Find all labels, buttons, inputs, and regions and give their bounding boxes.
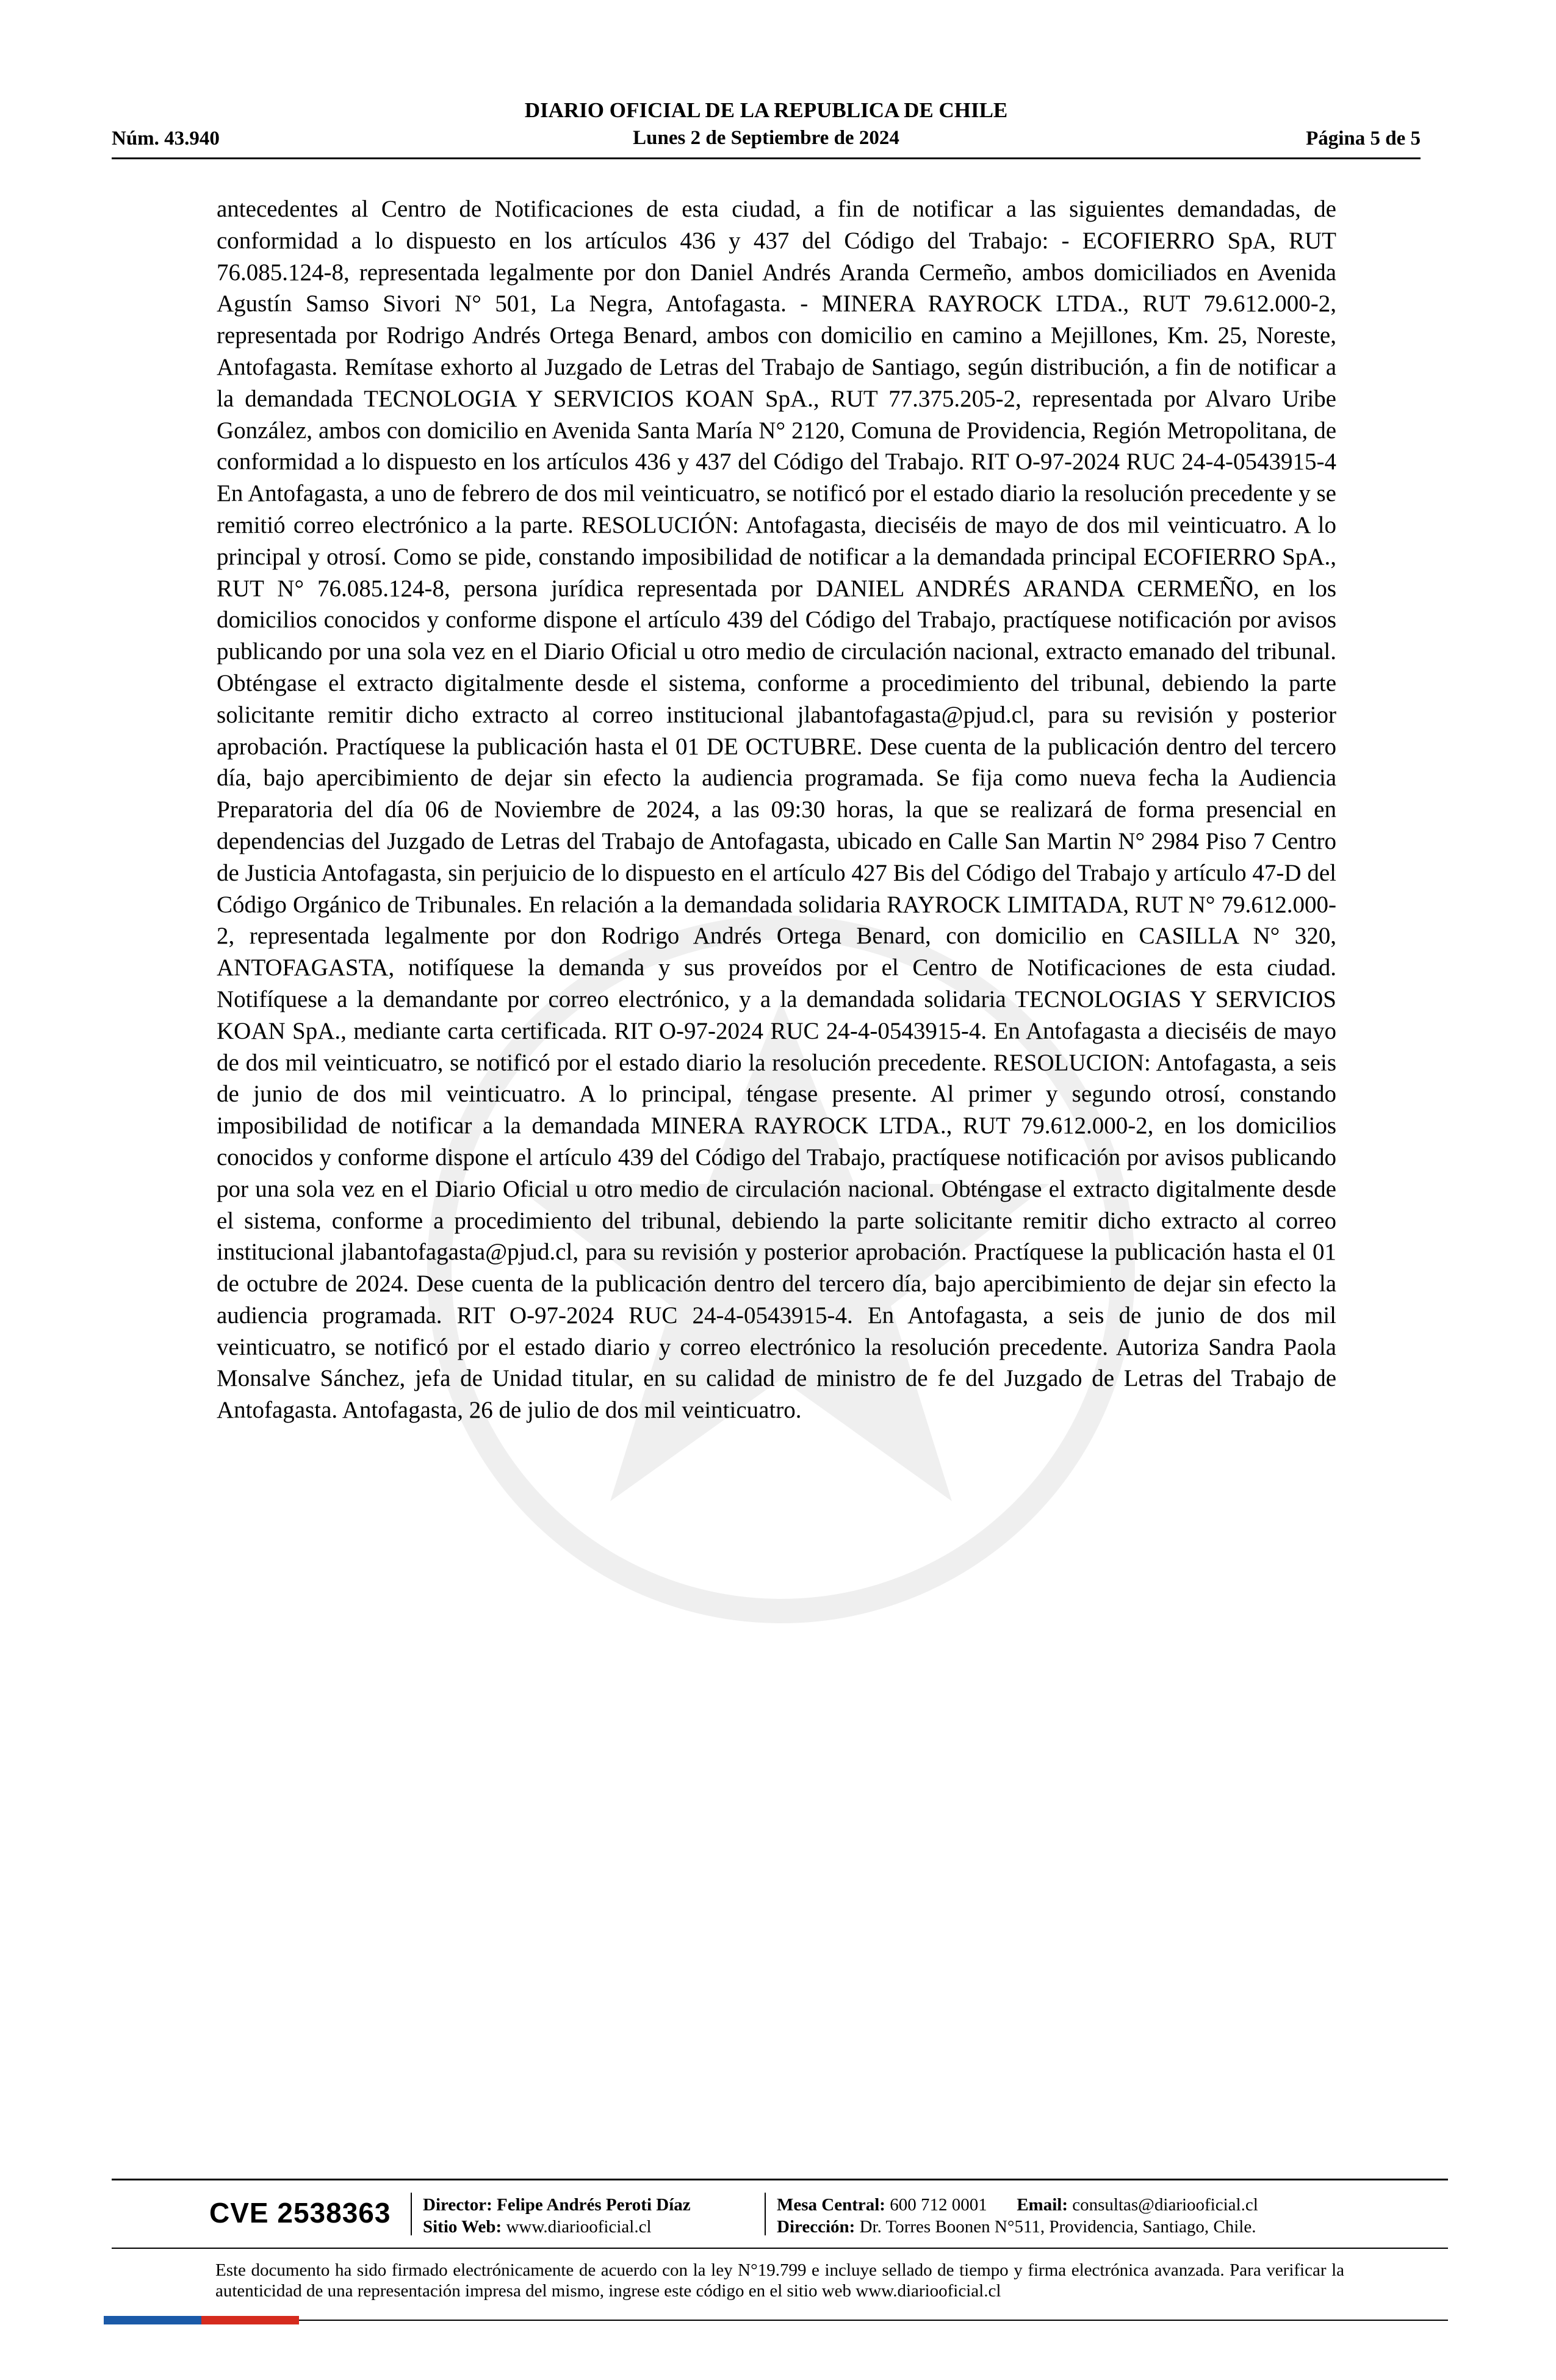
notice-body: antecedentes al Centro de Notificaciones de esta ciudad, a fin de notificar a las siguientes demandadas, de conformidad a lo dispuesto en los artículos 436 y 437 del Código del Trabajo: - ECOFIERRO SpA, RUT 76.085.124-8, representada legalmente por don Daniel Andrés Aranda Cermeño, ambos domiciliados en Avenida Agustín Samso Sivori N° 501, La Negra, Antofagasta. - MINERA RAYROCK LTDA., RUT 79.612.000-2, representada por Rodrigo Andrés Ortega Benard, ambos con domicilio en camino a Mejillones, Km. 25, Noreste, Antofagasta. Remítase exhorto al Juzgado de Letras del Trabajo de Santiago, según distribución, a fin de notificar a la demandada TECNOLOGIA Y SERVICIOS KOAN SpA., RUT 77.375.205-2, representada por Alvaro Uribe González, ambos con domicilio en Avenida Santa María N° 2120, Comuna de Providencia, Región Metropolitana, de conformidad a lo dispuesto en los artículos 436 y 437 del Código del Trabajo. RIT O-97-2024 RUC 24-4-0543915-4 En Antofagasta, a uno de febrero de dos mil veinticuatro, se notificó por el estado diario la resolución precedente y se remitió correo electrónico a la parte. RESOLUCIÓN: Antofagasta, dieciséis de mayo de dos mil veinticuatro. A lo principal y otrosí. Como se pide, constando imposibilidad de notificar a la demandada principal ECOFIERRO SpA., RUT N° 76.085.124-8, persona jurídica representada por DANIEL ANDRÉS ARANDA CERMEÑO, en los domicilios conocidos y conforme dispone el artículo 439 del Código del Trabajo, practíquese notificación por avisos publicando por una sola vez en el Diario Oficial u otro medio de circulación nacional, extracto emanado del tribunal. Obténgase el extracto digitalmente desde el sistema, conforme a procedimiento del tribunal, debiendo la parte solicitante remitir dicho extracto al correo institucional jlabantofagasta@pjud.cl, para su revisión y posterior aprobación. Practíquese la publicación hasta el 01 DE OCTUBRE. Dese cuenta de la publicación dentro del tercero día, bajo apercibimiento de dejar sin efecto la audiencia programada. Se fija como nueva fecha la Audiencia Preparatoria del día 06 de Noviembre de 2024, a las 09:30 horas, la que se realizará de forma presencial en dependencias del Juzgado de Letras del Trabajo de Antofagasta, ubicado en Calle San Martin N° 2984 Piso 7 Centro de Justicia Antofagasta, sin perjuicio de lo dispuesto en el artículo 427 Bis del Código del Trabajo y artículo 47-D del Código Orgánico de Tribunales. En relación a la demandada solidaria RAYROCK LIMITADA, RUT N° 79.612.000-2, representada legalmente por don Rodrigo Andrés Ortega Benard, con domicilio en CASILLA N° 320, ANTOFAGASTA, notifíquese la demanda y sus proveídos por el Centro de Notificaciones de esta ciudad. Notifíquese a la demandante por correo electrónico, y a la demandada solidaria TECNOLOGIAS Y SERVICIOS KOAN SpA., mediante carta certificada. RIT O-97-2024 RUC 24-4-0543915-4. En Antofagasta a dieciséis de mayo de dos mil veinticuatro, se notificó por el estado diario la resolución precedente. RESOLUCION: Antofagasta, a seis de junio de dos mil veinticuatro. A lo principal, téngase presente. Al primer y segundo otrosí, constando imposibilidad de notificar a la demandada MINERA RAYROCK LTDA., RUT 79.612.000-2, en los domicilios conocidos y conforme dispone el artículo 439 del Código del Trabajo, practíquese notificación por avisos publicando por una sola vez en el Diario Oficial u otro medio de circulación nacional. Obténgase el extracto digitalmente desde el sistema, conforme a procedimiento del tribunal, debiendo la parte solicitante remitir dicho extracto al correo institucional jlabantofagasta@pjud.cl, para su revisión y posterior aprobación. Practíquese la publicación hasta el 01 de octubre de 2024. Dese cuenta de la publicación dentro del tercero día, bajo apercibimiento de dejar sin efecto la audiencia programada. RIT O-97-2024 RUC 24-4-0543915-4. En Antofagasta, a seis de junio de dos mil veinticuatro, se notificó por el estado diario y correo electrónico la resolución precedente. Autoriza Sandra Paola Monsalve Sánchez, jefa de Unidad titular, en su calidad de ministro de fe del Juzgado de Letras del Trabajo de Antofagasta. Antofagasta, 26 de julio de dos mil veinticuatro. xyxy=(217,196,1336,1424)
address-value: Dr. Torres Boonen N°511, Providencia, Santiago, Chile. xyxy=(859,2217,1256,2237)
publication-title: DIARIO OFICIAL DE LA REPUBLICA DE CHILE xyxy=(524,98,1008,122)
mesa-phone: 600 712 0001 xyxy=(890,2195,987,2215)
flag-stripe xyxy=(104,2316,299,2324)
website-label: Sitio Web: xyxy=(423,2217,502,2237)
footer-divider xyxy=(112,2248,1448,2249)
issue-number: Núm. 43.940 xyxy=(112,128,220,150)
contact-block xyxy=(777,2194,1258,2238)
address-line xyxy=(777,2216,1258,2238)
mesa-label: Mesa Central: xyxy=(777,2195,885,2215)
director-block xyxy=(423,2194,691,2238)
footer-separator xyxy=(765,2193,766,2235)
page-number: Página 5 de 5 xyxy=(1306,128,1421,150)
email-link[interactable]: consultas@diariooficial.cl xyxy=(1072,2195,1258,2215)
page-footer xyxy=(112,2179,1448,2301)
header-center xyxy=(112,96,1421,151)
address-label: Dirección: xyxy=(777,2217,855,2237)
legal-note: Este documento ha sido firmado electrónicamente de acuerdo con la ley N°19.799 e incluye sellado de tiempo y firma electrónica avanzada. Para verificar la autenticidad de una representación impresa del mismo, ingrese este código en el sitio web www.diariooficial.cl xyxy=(215,2260,1344,2301)
publication-date: Lunes 2 de Septiembre de 2024 xyxy=(633,127,899,149)
footer-separator xyxy=(411,2193,412,2235)
phone-email-line xyxy=(777,2194,1258,2216)
director-name: Director: Felipe Andrés Peroti Díaz xyxy=(423,2195,691,2215)
footer-bottom-divider xyxy=(299,2320,1448,2321)
flag-blue-segment xyxy=(104,2316,201,2324)
page-header xyxy=(112,96,1421,159)
flag-red-segment xyxy=(201,2316,299,2324)
email-label: Email: xyxy=(1017,2195,1068,2215)
cve-code: CVE 2538363 xyxy=(209,2197,391,2229)
footer-info-row xyxy=(112,2180,1448,2248)
website-link[interactable]: www.diariooficial.cl xyxy=(506,2217,652,2237)
website-line xyxy=(423,2216,691,2238)
